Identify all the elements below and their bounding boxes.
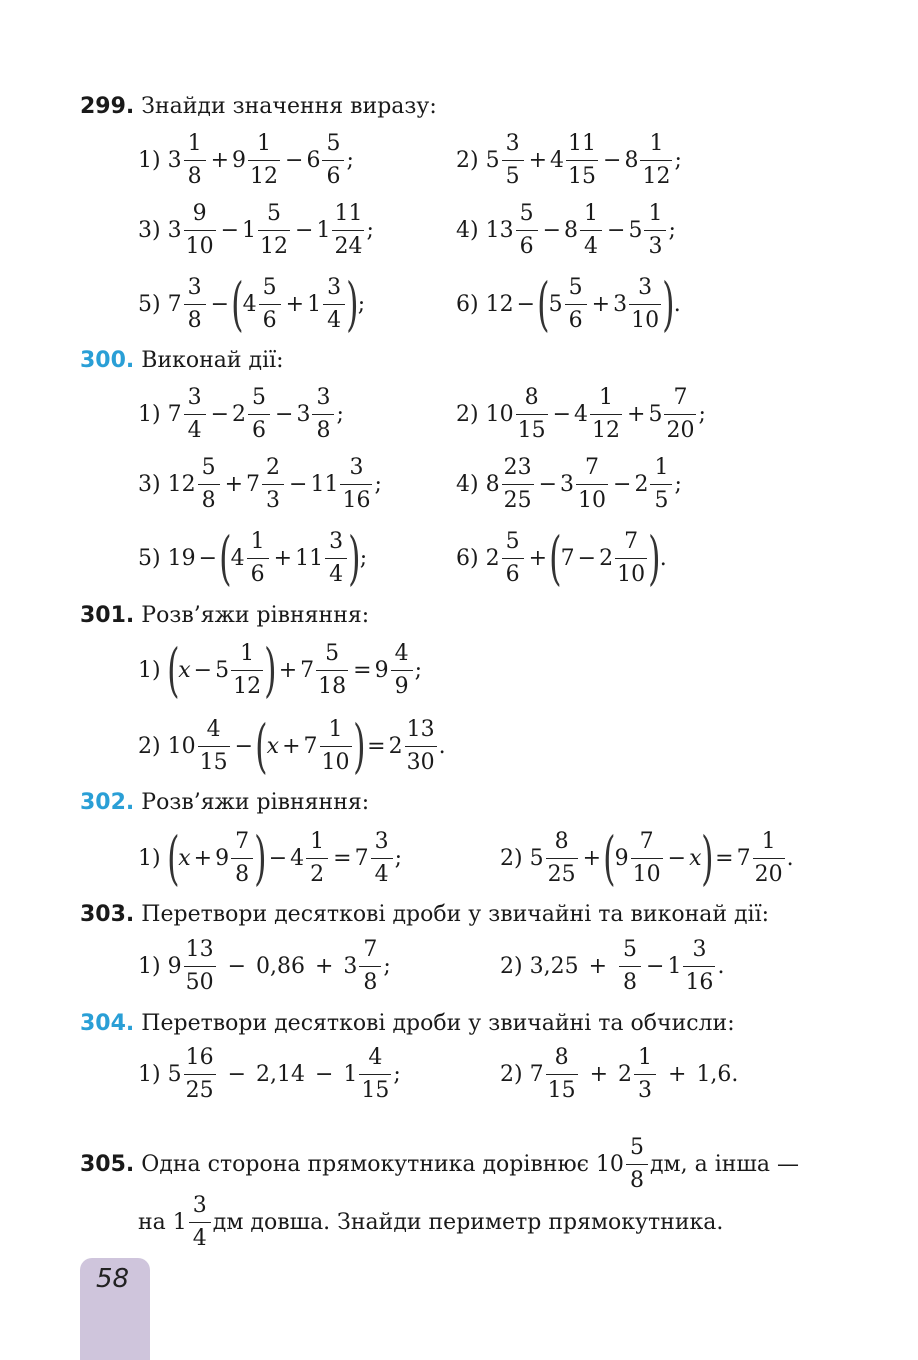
expr-300-5: 5) 19 − ( 4 $\frac{1}{6}$ + 11 $\frac{3}{4}$ ) ; <box>138 524 368 592</box>
equation-302-1: 1) ( x + 9 $\frac{7}{8}$ ) − 4 $\frac{1}{2}$ = 7 $\frac{3}{4}$ ; <box>138 824 403 892</box>
expr-300-6: 6) 2 $\frac{5}{6}$ + ( 7 − 2 $\frac{7}{10}$ ) . <box>456 524 667 592</box>
expr-300-4: 4) 8 $\frac{23}{25}$ − 3 $\frac{7}{10}$ − 2 $\frac{1}{5}$ ; <box>456 454 682 513</box>
problem-title: Розв’яжи рівняння: <box>141 790 370 815</box>
problem-number: 302. <box>80 790 135 815</box>
problem-302-heading <box>80 790 369 816</box>
expr-299-4: 4) 13 $\frac{5}{6}$ − 8 $\frac{1}{4}$ − 5 $\frac{1}{3}$ ; <box>456 200 676 259</box>
problem-number: 305. <box>80 1151 135 1177</box>
equation-302-2: 2) 5 $\frac{8}{25}$ + ( 9 $\frac{7}{10}$ − x ) = 7 $\frac{1}{20}$ . <box>500 824 794 892</box>
expr-299-6: 6) 12 − ( 5 $\frac{5}{6}$ + 3 $\frac{3}{10}$ ) . <box>456 270 681 338</box>
expr-304-1: 1) 5 $\frac{16}{25}$ − 2,14 − 1 $\frac{4}{15}$ ; <box>138 1044 401 1103</box>
problem-301-heading <box>80 603 369 629</box>
expr-300-2: 2) 10 $\frac{8}{15}$ − 4 $\frac{1}{12}$ + 5 $\frac{7}{20}$ ; <box>456 384 706 443</box>
expr-300-3: 3) 12 $\frac{5}{8}$ + 7 $\frac{2}{3}$ − 11 $\frac{3}{16}$ ; <box>138 454 382 513</box>
expr-300-1: 1) 7 $\frac{3}{4}$ − 2 $\frac{5}{6}$ − 3 $\frac{3}{8}$ ; <box>138 384 344 443</box>
problem-title: Перетвори десяткові дроби у звичайні та виконай дії: <box>141 902 770 927</box>
problem-number: 299. <box>80 94 135 119</box>
problem-305-line2: на 1 $\frac{3}{4}$ дм довша. Знайди периметр прямокутника. <box>138 1192 724 1251</box>
problem-number: 304. <box>80 1011 135 1036</box>
problem-number: 300. <box>80 348 135 373</box>
expr-299-3: 3) 3 $\frac{9}{10}$ − 1 $\frac{5}{12}$ − 1 $\frac{11}{24}$ ; <box>138 200 374 259</box>
problem-title: Перетвори десяткові дроби у звичайні та обчисли: <box>141 1011 735 1036</box>
problem-300-heading <box>80 348 284 374</box>
expr-299-2: 2) 5 $\frac{3}{5}$ + 4 $\frac{11}{15}$ − 8 $\frac{1}{12}$ ; <box>456 130 682 189</box>
problem-title: Знайди значення виразу: <box>141 94 437 119</box>
page-number: 58 <box>96 1264 130 1294</box>
expr-299-5: 5) 7 $\frac{3}{8}$ − ( 4 $\frac{5}{6}$ + 1 $\frac{3}{4}$ ) ; <box>138 270 366 338</box>
problem-number: 301. <box>80 603 135 628</box>
expr-303-1: 1) 9 $\frac{13}{50}$ − 0,86 + 3 $\frac{7}{8}$ ; <box>138 936 391 995</box>
expr-304-2: 2) 7 $\frac{8}{15}$ + 2 $\frac{1}{3}$ + 1,6. <box>500 1044 739 1103</box>
problem-title: Розв’яжи рівняння: <box>141 603 370 628</box>
equation-301-2: 2) 10 $\frac{4}{15}$ − ( x + 7 $\frac{1}{10}$ ) = 2 $\frac{13}{30}$ . <box>138 712 446 780</box>
problem-305-line1: 305. Одна сторона прямокутника дорівнює 10 $\frac{5}{8}$ дм, а інша — <box>80 1134 799 1193</box>
problem-number: 303. <box>80 902 135 927</box>
problem-299-heading <box>80 94 437 120</box>
problem-304-heading <box>80 1011 735 1037</box>
problem-303-heading <box>80 902 769 928</box>
equation-301-1: 1) ( x − 5 $\frac{1}{12}$ ) + 7 $\frac{5}{18}$ = 9 $\frac{4}{9}$ ; <box>138 636 423 704</box>
expr-303-2: 2) 3,25 + $\frac{5}{8}$ − 1 $\frac{3}{16}$ . <box>500 936 725 995</box>
problem-title: Виконай дії: <box>141 348 284 373</box>
expr-299-1: 1) 3 $\frac{1}{8}$ + 9 $\frac{1}{12}$ − 6 $\frac{5}{6}$ ; <box>138 130 354 189</box>
